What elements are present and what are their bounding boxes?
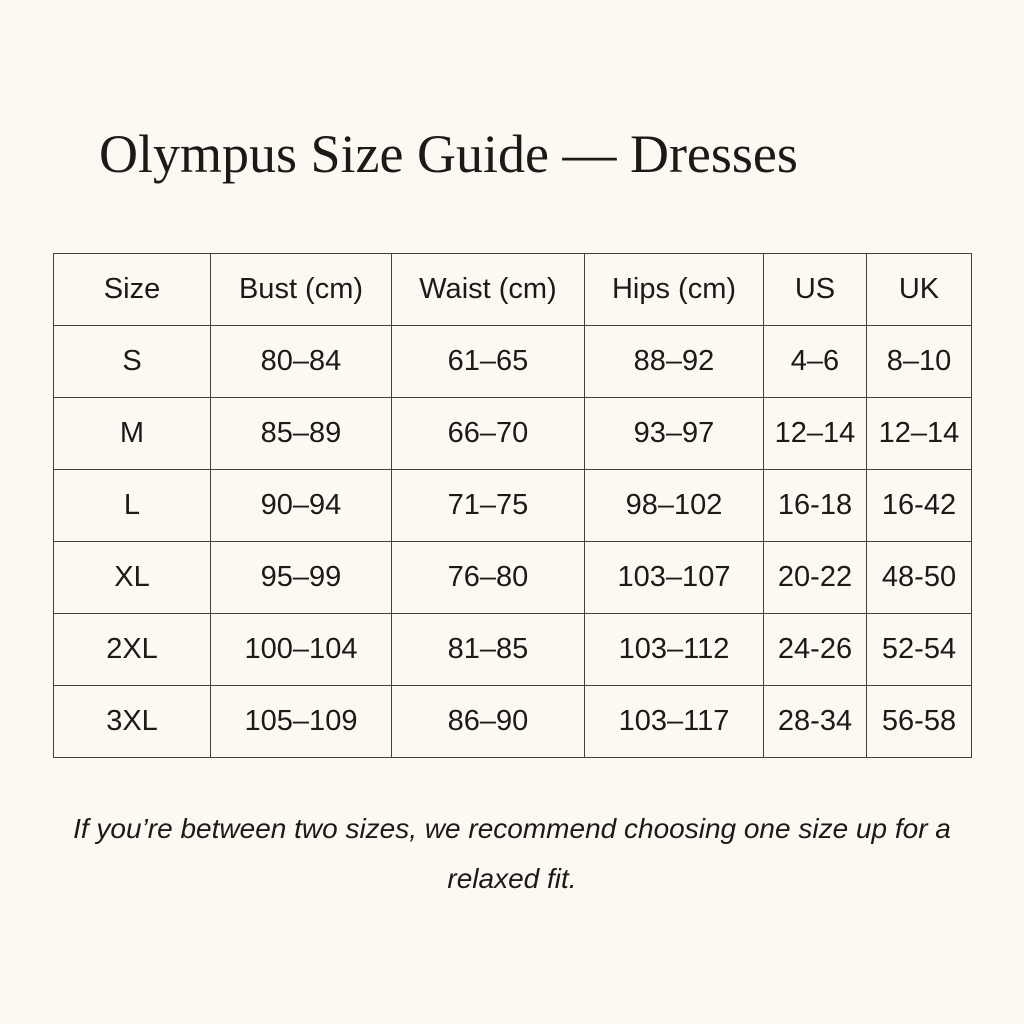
cell-us: 12–14 (764, 398, 867, 470)
cell-bust: 80–84 (211, 326, 392, 398)
cell-bust: 85–89 (211, 398, 392, 470)
cell-us: 20-22 (764, 542, 867, 614)
cell-uk: 16-42 (867, 470, 972, 542)
cell-hips: 103–117 (585, 686, 764, 758)
cell-waist: 71–75 (392, 470, 585, 542)
cell-us: 4–6 (764, 326, 867, 398)
cell-size: 2XL (54, 614, 211, 686)
cell-waist: 76–80 (392, 542, 585, 614)
cell-waist: 81–85 (392, 614, 585, 686)
cell-size: M (54, 398, 211, 470)
cell-waist: 86–90 (392, 686, 585, 758)
cell-hips: 93–97 (585, 398, 764, 470)
header-size: Size (54, 254, 211, 326)
cell-bust: 105–109 (211, 686, 392, 758)
table-header-row (54, 254, 972, 326)
header-us: US (764, 254, 867, 326)
cell-waist: 66–70 (392, 398, 585, 470)
table-row (54, 542, 972, 614)
cell-size: S (54, 326, 211, 398)
cell-bust: 95–99 (211, 542, 392, 614)
cell-bust: 90–94 (211, 470, 392, 542)
table-row (54, 686, 972, 758)
cell-size: L (54, 470, 211, 542)
cell-hips: 88–92 (585, 326, 764, 398)
header-hips: Hips (cm) (585, 254, 764, 326)
cell-hips: 103–112 (585, 614, 764, 686)
cell-hips: 98–102 (585, 470, 764, 542)
size-table (53, 253, 972, 758)
table-row (54, 398, 972, 470)
cell-us: 24-26 (764, 614, 867, 686)
cell-uk: 48-50 (867, 542, 972, 614)
header-uk: UK (867, 254, 972, 326)
cell-waist: 61–65 (392, 326, 585, 398)
table-row (54, 326, 972, 398)
fit-recommendation-note: If you’re between two sizes, we recommend choosing one size up for a relaxed fit. (73, 813, 951, 894)
cell-us: 16-18 (764, 470, 867, 542)
page-title: Olympus Size Guide — Dresses (99, 124, 798, 184)
cell-bust: 100–104 (211, 614, 392, 686)
table-row (54, 470, 972, 542)
cell-uk: 52-54 (867, 614, 972, 686)
cell-uk: 12–14 (867, 398, 972, 470)
header-waist: Waist (cm) (392, 254, 585, 326)
cell-uk: 56-58 (867, 686, 972, 758)
header-bust: Bust (cm) (211, 254, 392, 326)
cell-us: 28-34 (764, 686, 867, 758)
cell-size: XL (54, 542, 211, 614)
cell-hips: 103–107 (585, 542, 764, 614)
cell-uk: 8–10 (867, 326, 972, 398)
cell-size: 3XL (54, 686, 211, 758)
table-row (54, 614, 972, 686)
